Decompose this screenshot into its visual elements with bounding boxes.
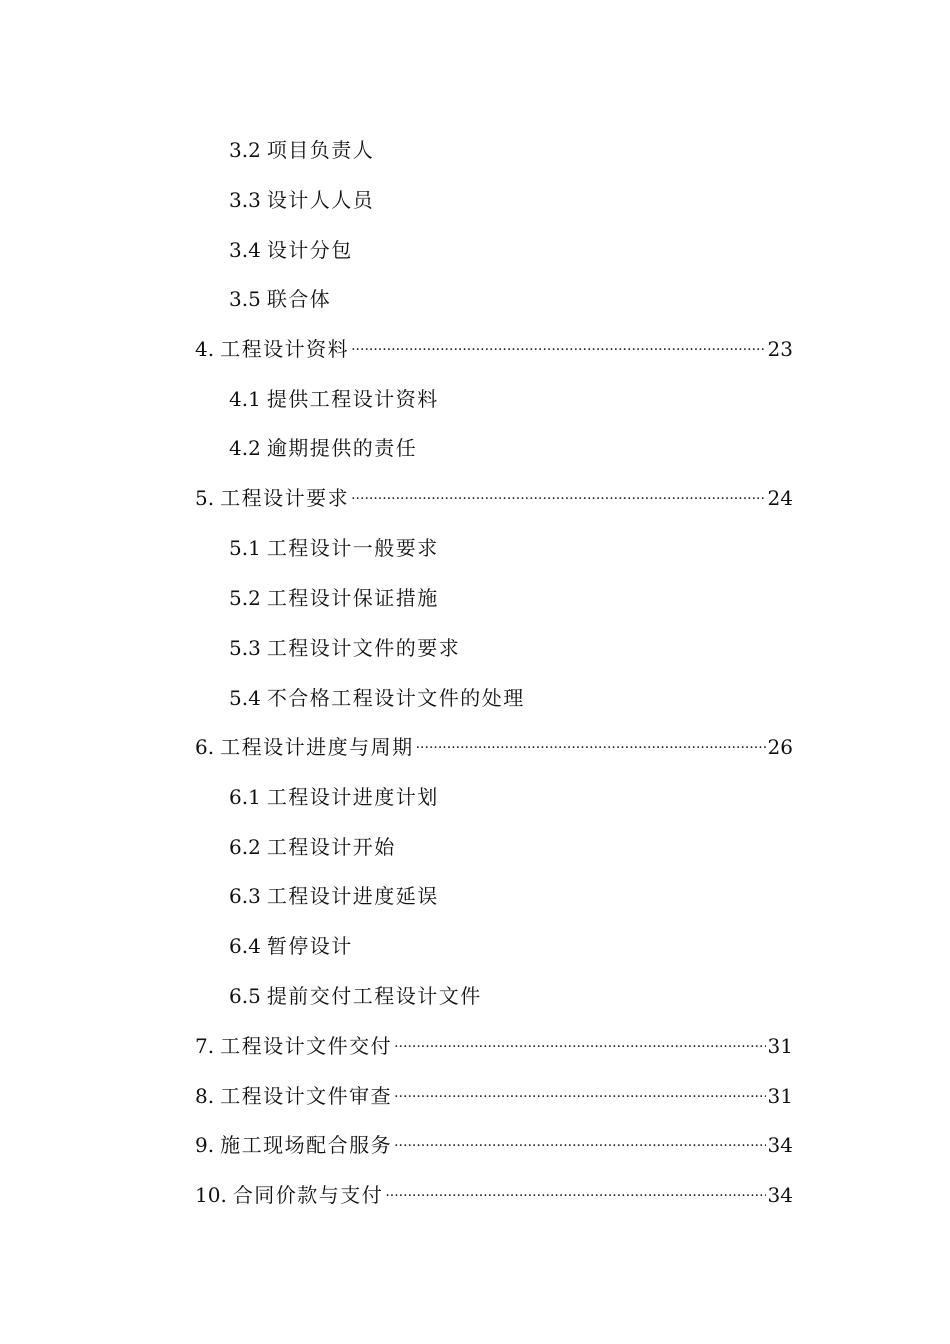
toc-entry-3-4[interactable]	[229, 235, 789, 265]
toc-entry-title: 工程设计一般要求	[266, 536, 439, 560]
toc-entry-title: 工程设计文件审查	[220, 1084, 393, 1108]
toc-entry-number: 8.	[195, 1084, 215, 1108]
toc-leader-dots	[416, 733, 766, 763]
toc-entry-title: 提供工程设计资料	[266, 387, 439, 411]
toc-entry-9[interactable]	[195, 1130, 793, 1160]
toc-entry-title: 联合体	[266, 287, 332, 311]
toc-entry-6-3[interactable]	[229, 881, 789, 911]
toc-entry-3-5[interactable]	[229, 284, 789, 314]
toc-entry-number: 6.3	[229, 884, 261, 908]
toc-entry-4-2[interactable]	[229, 433, 789, 463]
toc-entry-number: 9.	[195, 1133, 215, 1157]
toc-entry-3-3[interactable]	[229, 185, 789, 215]
toc-entry-title: 设计人人员	[266, 188, 375, 212]
toc-entry-number: 5.1	[229, 536, 261, 560]
toc-entry-10[interactable]	[195, 1180, 793, 1210]
toc-entry-6-1[interactable]	[229, 782, 789, 812]
toc-entry-6-5[interactable]	[229, 981, 789, 1011]
toc-entry-5-3[interactable]	[229, 633, 789, 663]
toc-page-number: 31	[767, 1084, 793, 1108]
toc-entry-number: 6.5	[229, 984, 261, 1008]
toc-entry-number: 6.	[195, 735, 215, 759]
toc-entry-number: 3.2	[229, 138, 261, 162]
toc-entry-5-1[interactable]	[229, 533, 789, 563]
toc-entry-number: 10.	[195, 1183, 227, 1207]
toc-entry-4-1[interactable]	[229, 384, 789, 414]
toc-entry-number: 6.1	[229, 785, 261, 809]
toc-entry-number: 3.4	[229, 238, 261, 262]
toc-entry-6[interactable]	[195, 732, 793, 762]
toc-page-number: 34	[767, 1133, 793, 1157]
toc-leader-dots	[394, 1082, 765, 1112]
toc-entry-title: 工程设计文件交付	[220, 1034, 393, 1058]
toc-entry-8[interactable]	[195, 1081, 793, 1111]
toc-entry-6-2[interactable]	[229, 832, 789, 862]
toc-entry-title: 工程设计资料	[220, 337, 350, 361]
toc-entry-title: 工程设计文件的要求	[266, 636, 461, 660]
toc-entry-4[interactable]	[195, 334, 793, 364]
toc-entry-number: 4.1	[229, 387, 261, 411]
toc-page-number: 26	[767, 735, 793, 759]
toc-entry-3-2[interactable]	[229, 135, 789, 165]
toc-entry-title: 工程设计进度延误	[266, 884, 439, 908]
toc-entry-number: 3.5	[229, 287, 261, 311]
toc-entry-title: 施工现场配合服务	[220, 1133, 393, 1157]
toc-page-number: 34	[767, 1183, 793, 1207]
toc-entry-5-2[interactable]	[229, 583, 789, 613]
toc-entry-number: 5.	[195, 486, 215, 510]
toc-leader-dots	[394, 1131, 765, 1161]
toc-entry-6-4[interactable]	[229, 931, 789, 961]
toc-entry-title: 暂停设计	[266, 934, 353, 958]
toc-entry-title: 工程设计要求	[220, 486, 350, 510]
toc-entry-number: 4.	[195, 337, 215, 361]
toc-entry-title: 合同价款与支付	[232, 1183, 384, 1207]
toc-page-number: 24	[767, 486, 793, 510]
toc-leader-dots	[351, 484, 765, 514]
toc-entry-title: 逾期提供的责任	[266, 436, 418, 460]
toc-entry-title: 项目负责人	[266, 138, 375, 162]
toc-entry-title: 工程设计开始	[266, 835, 396, 859]
toc-entry-number: 6.2	[229, 835, 261, 859]
toc-entry-number: 4.2	[229, 436, 261, 460]
toc-entry-number: 6.4	[229, 934, 261, 958]
toc-entry-title: 提前交付工程设计文件	[266, 984, 482, 1008]
toc-entry-title: 不合格工程设计文件的处理	[266, 686, 525, 710]
toc-entry-title: 工程设计进度计划	[266, 785, 439, 809]
toc-page-number: 31	[767, 1034, 793, 1058]
toc-entry-number: 5.4	[229, 686, 261, 710]
toc-entry-number: 5.3	[229, 636, 261, 660]
toc-entry-title: 工程设计保证措施	[266, 586, 439, 610]
toc-page-number: 23	[767, 337, 793, 361]
toc-leader-dots	[385, 1181, 765, 1211]
toc-entry-number: 5.2	[229, 586, 261, 610]
toc-entry-title: 设计分包	[266, 238, 353, 262]
toc-entry-number: 3.3	[229, 188, 261, 212]
toc-leader-dots	[394, 1032, 765, 1062]
toc-entry-5-4[interactable]	[229, 683, 789, 713]
toc-entry-5[interactable]	[195, 483, 793, 513]
toc-leader-dots	[351, 335, 765, 365]
toc-entry-7[interactable]	[195, 1031, 793, 1061]
toc-entry-title: 工程设计进度与周期	[220, 735, 414, 759]
toc-entry-number: 7.	[195, 1034, 215, 1058]
